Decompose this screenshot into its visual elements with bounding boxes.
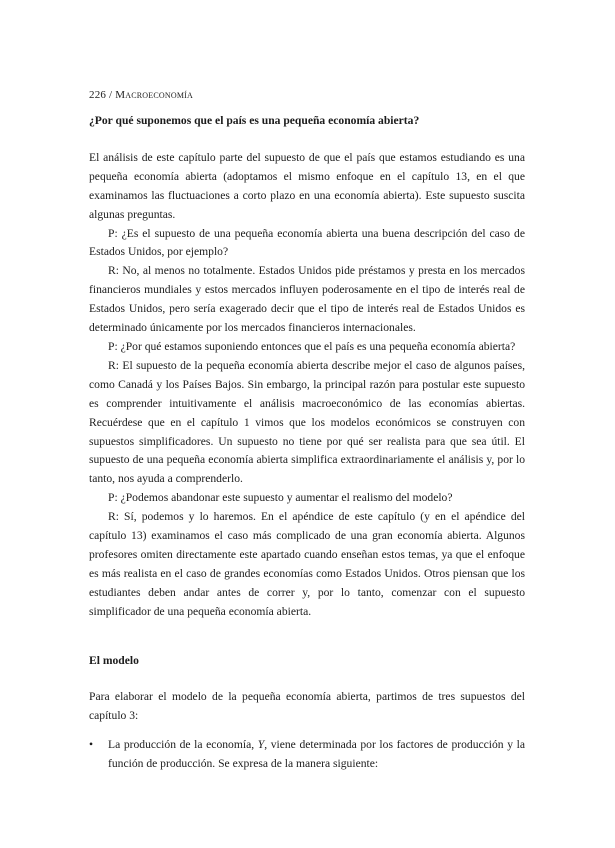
intro-paragraph: El análisis de este capítulo parte del supuesto de que el país que estamos estudiando es una pequeña economía abierta (adoptamos el mismo enfoque en el capítulo 13, en el que examinamos las fluctuaciones a corto plazo en una economía abierta). Este supuesto suscita algunas preguntas. [89, 150, 525, 221]
question-paragraph: P: ¿Es el supuesto de una pequeña economía abierta una buena descripción del caso de Estados Unidos, por ejemplo? [89, 226, 525, 259]
section-heading-small-open-economy: ¿Por qué suponemos que el país es una pequeña economía abierta? [89, 114, 420, 127]
assumption-list [89, 736, 525, 774]
variable-y: Y [257, 738, 265, 752]
question-paragraph: P: ¿Por qué estamos suponiendo entonces que el país es una pequeña economía abierta? [108, 339, 516, 353]
running-head-separator: / [106, 89, 116, 101]
running-head [89, 89, 193, 101]
answer-paragraph: R: El supuesto de la pequeña economía abierta describe mejor el caso de algunos países, como Canadá y los Países Bajos. Sin embargo, la principal razón para postular este supuesto es comprender intuitivamente el análisis macroeconómico de las economías abiertas. Recuérdese que en el capítulo 1 vimos que los modelos económicos se construyen con supuestos simplificadores. Un supuesto no tiene por qué ser realista para que sea útil. El supuesto de una pequeña economía abierta simplifica extraordinariamente el análisis y, por lo tanto, nos ayuda a comprenderlo. [89, 358, 525, 486]
book-title: Macroeconomía [115, 89, 193, 101]
model-intro-paragraph: Para elaborar el modelo de la pequeña economía abierta, partimos de tres supuestos del capítulo 3: [89, 690, 525, 723]
list-item-text-end: , viene determinada por los factores de producción y la función de producción. Se expresa de la manera siguiente: [108, 738, 525, 771]
list-item-text-start: La producción de la economía, [108, 738, 258, 752]
page-body [89, 112, 525, 774]
answer-paragraph: R: No, al menos no totalmente. Estados Unidos pide préstamos y presta en los mercados financieros mundiales y estos mercados influyen poderosamente en el tipo de interés real de Estados Unidos, pero sería exagerado decir que el tipo de interés real de Estados Unidos es determinado únicamente por los mercados financieros internacionales. [89, 264, 525, 335]
answer-paragraph: R: Sí, podemos y lo haremos. En el apéndice de este capítulo (y en el apéndice del capítulo 13) examinamos el caso más complicado de una gran economía abierta. Algunos profesores omiten directamente este apartado cuando enseñan estos temas, ya que el enfoque es más realista en el caso de grandes economías como Estados Unidos. Otros piensan que los estudiantes deben andar antes de correr y, por lo tanto, comenzar con el supuesto simplificador de una pequeña economía abierta. [89, 510, 525, 618]
list-item [89, 736, 525, 774]
bullet-icon: • [89, 738, 94, 752]
question-paragraph: P: ¿Podemos abandonar este supuesto y aumentar el realismo del modelo? [108, 491, 453, 505]
section-heading-model: El modelo [89, 653, 139, 667]
page-number: 226 [89, 89, 107, 101]
